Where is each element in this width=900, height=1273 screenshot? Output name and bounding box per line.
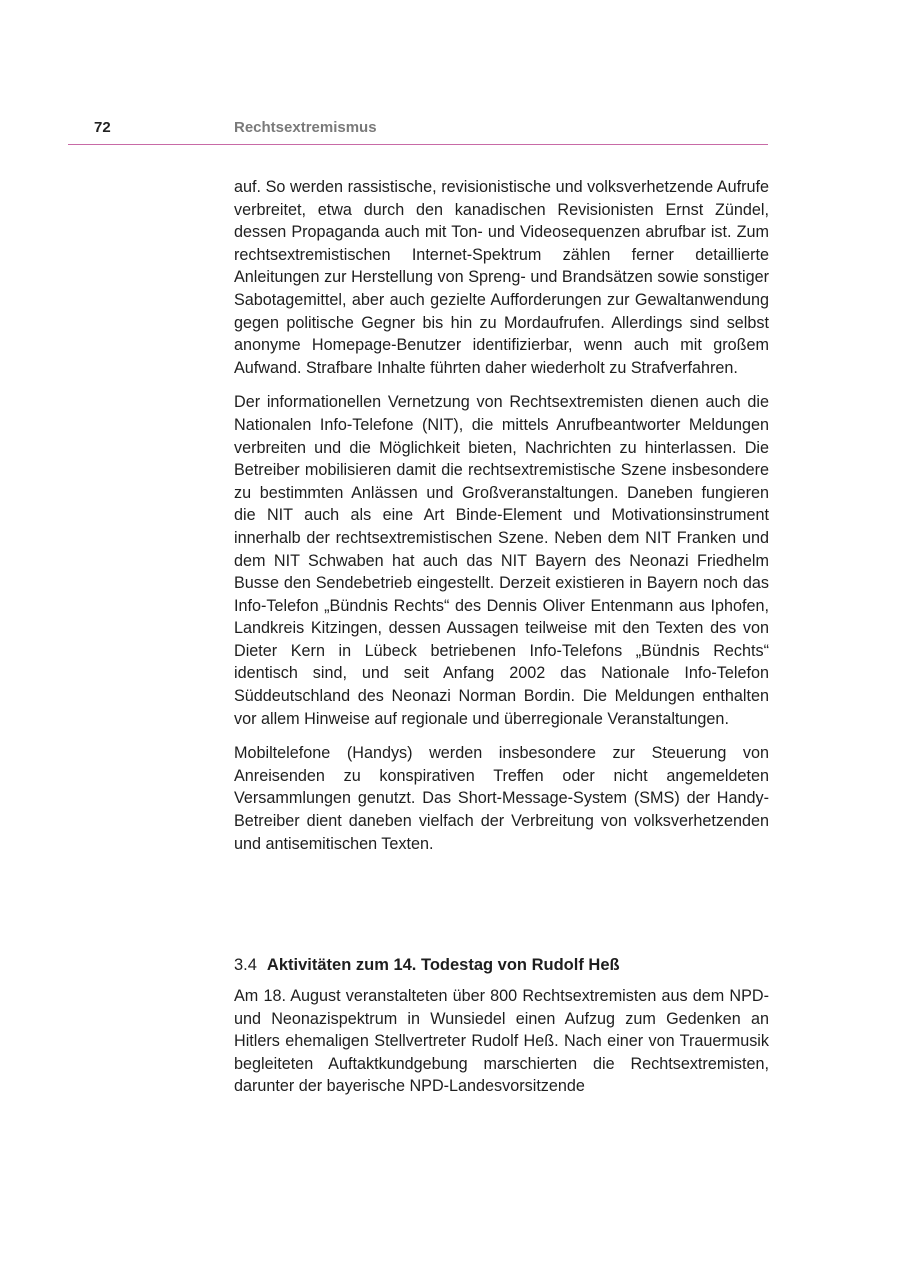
page-number: 72 [94,119,111,136]
paragraph-mobiltelefone: Mobiltelefone (Handys) werden insbesondere zur Steuerung von Anreisenden zu konspirativen Treffen oder nicht angemeldeten Versammlungen genutzt. Das Short-Message-System (SMS) der Handy-Betreiber dient daneben vielfach der Verbreitung von volksverhetzenden und antisemitischen Texten. [234,744,769,853]
section-number: 3.4 [234,956,257,974]
section-3-4 [234,954,769,1098]
paragraph-internet-propaganda: auf. So werden rassistische, revisionistische und volksverhetzende Aufrufe verbreitet, etwa durch den kanadischen Revisionisten Ernst Zündel, dessen Propaganda auch mit Ton- und Videosequenzen abrufbar ist. Zum rechtsextremistischen Internet-Spektrum zählen ferner detaillierte Anleitungen zur Herstellung von Spreng- und Brandsätzen sowie sonstiger Sabotagemittel, aber auch gezielte Aufforderungen zur Gewaltanwendung gegen politische Gegner bis hin zu Mordaufrufen. Allerdings sind selbst anonyme Homepage-Benutzer identifizierbar, wenn auch mit großem Aufwand. Strafbare Inhalte führten daher wiederholt zu Strafverfahren. [234,178,769,377]
page-header [68,116,768,145]
section-heading [234,954,769,976]
paragraph-info-telefone: Der informationellen Vernetzung von Rechtsextremisten dienen auch die Nationalen Info-Telefone (NIT), die mittels Anrufbeantworter Meldungen verbreiten und die Möglichkeit bieten, Nachrichten zu hinterlassen. Die Betreiber mobilisieren damit die rechtsextremistische Szene insbesondere zu bestimmten Anlässen und Großveranstaltungen. Daneben fungieren die NIT auch als eine Art Binde-Element und Motivationsinstrument innerhalb der rechtsextremistischen Szene. Neben dem NIT Franken und dem NIT Schwaben hat auch das NIT Bayern des Neonazi Friedhelm Busse den Sendebetrieb eingestellt. Derzeit existieren in Bayern noch das Info-Telefon „Bündnis Rechts“ des Dennis Oliver Entenmann aus Iphofen, Landkreis Kitzingen, dessen Aussagen teilweise mit den Texten des von Dieter Kern in Lübeck betriebenen Info-Telefons „Bündnis Rechts“ identisch sind, und seit Anfang 2002 das Nationale Info-Telefon Süddeutschland des Neonazi Norman Bordin. Die Meldungen enthalten vor allem Hinweise auf regionale und überregionale Veranstaltungen. [234,393,769,728]
section-title: Aktivitäten zum 14. Todestag von Rudolf Heß [266,956,620,974]
section-paragraph: Am 18. August veranstalteten über 800 Rechtsextremisten aus dem NPD- und Neonazispektrum in Wunsiedel einen Aufzug zum Gedenken an Hitlers ehemaligen Stellvertreter Rudolf Heß. Nach einer von Trauermusik begleiteten Auftaktkundgebung marschierten die Rechtsextremisten, darunter der bayerische NPD-Landesvorsitzende [234,987,769,1096]
running-head: Rechtsextremismus [234,119,377,136]
body-text [234,176,769,855]
